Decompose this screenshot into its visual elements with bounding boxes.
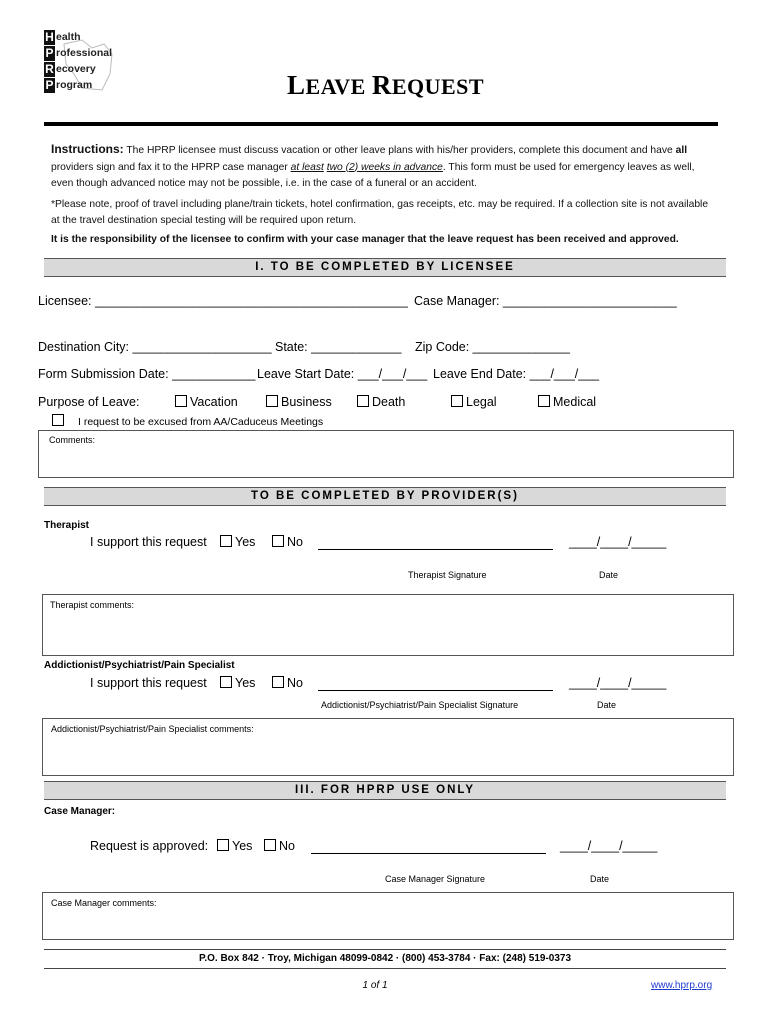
purpose-vacation-checkbox[interactable]: Vacation [175,395,238,409]
section-provider-header: TO BE COMPLETED BY PROVIDER(S) [44,487,726,506]
form-submission-date-field[interactable]: Form Submission Date: ____________ [38,367,256,381]
aa-excuse-checkbox[interactable]: I request to be excused from AA/Caduceus Meetings [52,414,323,428]
therapist-title: Therapist [44,520,90,531]
purpose-business-checkbox[interactable]: Business [266,395,332,409]
case-manager-date-field[interactable]: ____/____/_____ [560,839,658,853]
footer-divider-top [44,949,726,950]
addictionist-date-field[interactable]: ____/____/_____ [569,676,667,690]
addictionist-date-label: Date [597,700,617,710]
logo-word: rogram [56,79,93,91]
addictionist-signature-line[interactable] [318,690,553,691]
logo-letter: H [45,30,54,44]
purpose-death-checkbox[interactable]: Death [357,395,405,409]
checkbox-icon [264,839,276,851]
website-link[interactable]: www.hprp.org [651,980,713,991]
approved-no-checkbox[interactable]: No [264,839,295,853]
case-manager-signature-label: Case Manager Signature [385,874,486,884]
purpose-legal-checkbox[interactable]: Legal [451,395,497,409]
section-licensee-header: I. TO BE COMPLETED BY LICENSEE [44,258,726,277]
therapist-no-checkbox[interactable]: No [272,535,303,549]
hprp-logo [44,30,134,94]
therapist-comments-label: Therapist comments: [50,600,135,610]
therapist-signature-line[interactable] [318,549,553,550]
therapist-date-field[interactable]: ____/____/_____ [569,535,667,549]
request-approved-label: Request is approved: [90,839,209,853]
licensee-field[interactable]: Licensee: _____________________________________________ [38,294,408,308]
comments-label: Comments: [49,435,96,445]
logo-letter: P [45,46,54,60]
logo-letter: R [45,62,54,76]
addictionist-no-checkbox[interactable]: No [272,676,303,690]
leave-start-date-field[interactable]: Leave Start Date: ___/___/___ [257,367,428,381]
logo-word: ecovery [56,63,96,75]
instructions-paragraph-1: Instructions: The HPRP licensee must discuss vacation or other leave plans with his/her providers, complete this document and have all providers sign and fax it to the HPRP case manager at least two (2) weeks in advance. This form must be used for emergency leaves as well, even though advanced notice may not be possible, i.e. in the case of a funeral or an accident. [51,142,695,189]
therapist-yes-checkbox[interactable]: Yes [220,535,255,549]
therapist-comments-box[interactable] [42,594,734,656]
logo-word: rofessional [56,47,113,59]
addictionist-signature-label: Addictionist/Psychiatrist/Pain Specialist Signature [321,700,519,710]
purpose-of-leave-label: Purpose of Leave: [38,395,140,409]
comments-box[interactable] [38,430,734,478]
leave-end-date-field[interactable]: Leave End Date: ___/___/___ [433,367,600,381]
logo-word: ealth [56,31,81,43]
instructions-paragraph-2: *Please note, proof of travel including plane/train tickets, hotel confirmation, gas receipts, etc. may be required. If a collection site is not available at the travel destination special testing will be required upon return. [51,198,709,226]
case-manager-signature-line[interactable] [311,853,546,854]
case-manager-comments-box[interactable] [42,892,734,940]
addictionist-support-label: I support this request [90,676,207,690]
page-number: 1 of 1 [362,980,388,991]
footer-address: P.O. Box 842 · Troy, Michigan 48099-0842 · (800) 453-3784 · Fax: (248) 519-0373 [198,953,572,964]
therapist-date-label: Date [599,570,619,580]
checkbox-icon [272,676,284,688]
checkbox-icon [175,395,187,407]
checkbox-icon [266,395,278,407]
case-manager-field[interactable]: Case Manager: _________________________ [414,294,677,308]
therapist-signature-label: Therapist Signature [408,570,487,580]
zip-code-field[interactable]: Zip Code: ______________ [415,340,570,354]
case-manager-title: Case Manager: [44,806,116,817]
checkbox-icon [272,535,284,547]
instructions-paragraph-3: It is the responsibility of the licensee to confirm with your case manager that the leave request has been received and approved. [51,233,679,245]
instructions [51,141,716,248]
approved-yes-checkbox[interactable]: Yes [217,839,252,853]
footer-divider-bottom [44,968,726,969]
section-hprp-header: III. FOR HPRP USE ONLY [44,781,726,800]
addictionist-comments-box[interactable] [42,718,734,776]
case-manager-date-label: Date [590,874,610,884]
therapist-support-label: I support this request [90,535,207,549]
logo-letter: P [45,78,54,92]
page-title: LEAVE REQUEST [287,70,485,100]
addictionist-yes-checkbox[interactable]: Yes [220,676,255,690]
addictionist-title: Addictionist/Psychiatrist/Pain Specialist [44,660,235,671]
checkbox-icon [357,395,369,407]
state-field[interactable]: State: _____________ [275,340,402,354]
checkbox-icon [451,395,463,407]
checkbox-icon [52,414,64,426]
checkbox-icon [220,676,232,688]
checkbox-icon [217,839,229,851]
checkbox-icon [538,395,550,407]
title-divider [44,122,718,126]
case-manager-comments-label: Case Manager comments: [51,898,157,908]
addictionist-comments-label: Addictionist/Psychiatrist/Pain Specialist comments: [51,724,254,734]
destination-city-field[interactable]: Destination City: ____________________ [38,340,272,354]
purpose-medical-checkbox[interactable]: Medical [538,395,596,409]
checkbox-icon [220,535,232,547]
